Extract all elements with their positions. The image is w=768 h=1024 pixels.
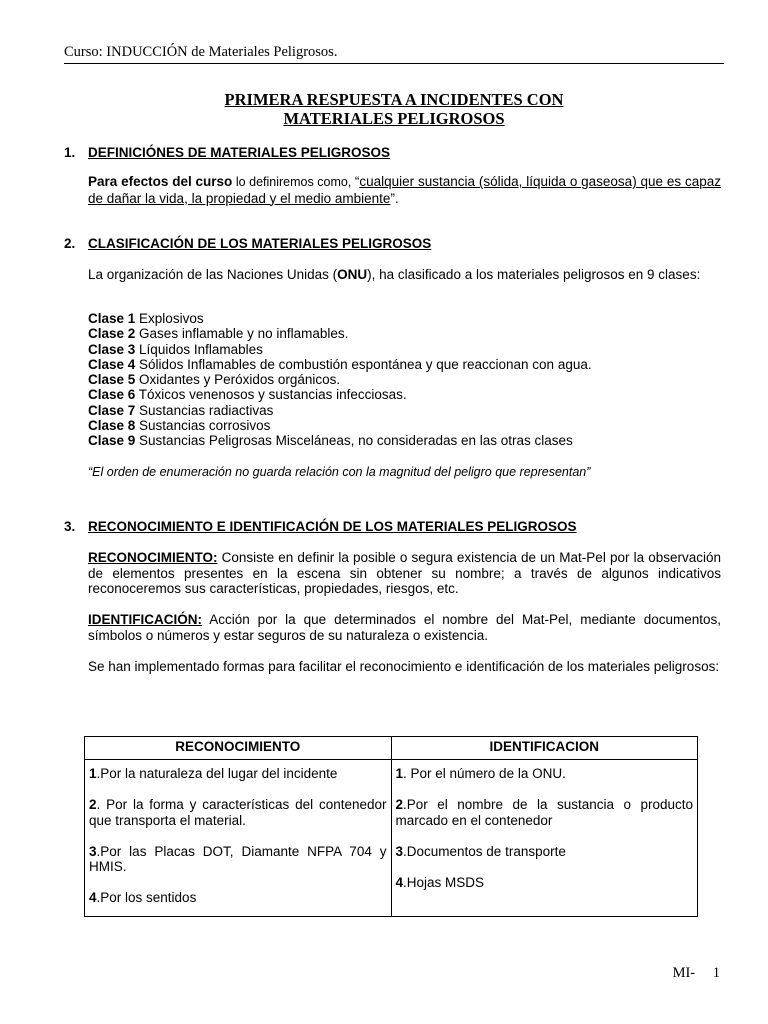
item-text: .Hojas MSDS bbox=[403, 874, 485, 890]
class-text: Tóxicos venenosos y sustancias infecciosas. bbox=[135, 387, 407, 403]
list-item bbox=[88, 387, 721, 402]
section-2-heading: CLASIFICACIÓN DE LOS MATERIALES PELIGROSOS bbox=[88, 236, 432, 251]
class-label: Clase 6 bbox=[88, 387, 136, 403]
section-3-heading: RECONOCIMIENTO E IDENTIFICACIÓN DE LOS MATERIALES PELIGROSOS bbox=[88, 519, 577, 534]
list-item bbox=[88, 372, 721, 387]
list-item bbox=[88, 342, 721, 357]
class-text: Gases inflamable y no inflamables. bbox=[135, 326, 349, 342]
class-text: Sólidos Inflamables de combustión espontánea y que reaccionan con agua. bbox=[135, 356, 592, 372]
class-label: Clase 9 bbox=[88, 433, 136, 449]
class-label: Clase 1 bbox=[88, 311, 136, 326]
list-item bbox=[88, 433, 721, 448]
page-header bbox=[64, 44, 724, 64]
item-text: .Por las Placas DOT, Diamante NFPA 704 y HMIS. bbox=[89, 843, 387, 874]
section-2-number: 2. bbox=[64, 236, 76, 251]
header-text: Curso: INDUCCIÓN de Materiales Peligrosos. bbox=[64, 44, 338, 60]
quote-open: “ bbox=[354, 174, 360, 189]
identification-cell bbox=[391, 760, 698, 917]
list-item bbox=[88, 311, 721, 326]
class-text: Sustancias radiactivas bbox=[135, 402, 274, 418]
list-item bbox=[396, 844, 694, 860]
item-text: . Por la forma y características del contenedor que transporta el material. bbox=[89, 797, 387, 828]
definition-quote: cualquier sustancia (sólida, líquida o gaseosa) que es capaz de dañar la vida, la propiedad y el medio ambiente bbox=[88, 174, 721, 206]
table-header-row bbox=[85, 737, 698, 760]
item-number: 1 bbox=[395, 766, 404, 781]
title-line-2: MATERIALES PELIGROSOS bbox=[283, 109, 505, 128]
item-text: .Por el nombre de la sustancia o producto marcado en el contenedor bbox=[395, 797, 693, 828]
class-list bbox=[88, 311, 721, 449]
item-number: 2 bbox=[395, 797, 404, 812]
class-label: Clase 8 bbox=[88, 418, 136, 434]
identification-text: Acción por la que determinados el nombre del Mat-Pel, mediante documentos, símbolos o números y estar seguros de su naturaleza o existencia. bbox=[88, 612, 721, 643]
item-number: 2 bbox=[89, 797, 97, 812]
intro-part-b: ), ha clasificado a los materiales peligrosos en 9 clases: bbox=[367, 267, 701, 282]
list-item bbox=[396, 875, 694, 891]
forms-paragraph: Se han implementado formas para facilitar el reconocimiento e identificación de los materiales peligrosos: bbox=[88, 659, 720, 674]
recognition-label: RECONOCIMIENTO: bbox=[88, 550, 218, 565]
item-number: 1 bbox=[89, 766, 97, 781]
list-item bbox=[88, 418, 721, 433]
identification-definition bbox=[88, 612, 721, 643]
item-text: .Por los sentidos bbox=[96, 890, 197, 905]
list-item bbox=[89, 890, 387, 906]
class-label: Clase 3 bbox=[88, 341, 136, 357]
footer-label: MI- bbox=[672, 965, 696, 981]
recognition-definition bbox=[88, 550, 721, 597]
definition-lead-light: lo definiremos como, bbox=[232, 175, 355, 189]
section-3-number: 3. bbox=[64, 519, 76, 534]
section-2-intro bbox=[88, 267, 721, 283]
section-1-number: 1. bbox=[64, 145, 76, 160]
item-text: .Por la naturaleza del lugar del incidente bbox=[96, 766, 338, 781]
quote-close: ”. bbox=[390, 190, 399, 206]
item-number: 4 bbox=[89, 890, 97, 905]
recognition-identification-table bbox=[84, 736, 698, 917]
class-text: Explosivos bbox=[135, 311, 204, 326]
class-label: Clase 4 bbox=[88, 356, 136, 372]
class-label: Clase 7 bbox=[88, 402, 136, 418]
class-text: Sustancias corrosivos bbox=[135, 418, 271, 434]
page-number: 1 bbox=[712, 965, 720, 981]
table-row bbox=[85, 760, 698, 917]
class-label: Clase 2 bbox=[88, 326, 136, 342]
list-item bbox=[396, 766, 694, 782]
item-number: 4 bbox=[395, 874, 404, 890]
page-footer bbox=[673, 965, 720, 982]
item-text: . Por el número de la ONU. bbox=[403, 766, 566, 781]
list-item bbox=[89, 797, 387, 828]
classification-note: “El orden de enumeración no guarda relación con la magnitud del peligro que representan” bbox=[88, 465, 591, 479]
intro-onu: ONU bbox=[337, 267, 368, 282]
section-1-definition bbox=[88, 174, 721, 206]
list-item bbox=[88, 326, 721, 341]
list-item bbox=[89, 766, 387, 782]
column-header: IDENTIFICACION bbox=[391, 737, 698, 760]
item-text: .Documentos de transporte bbox=[403, 843, 566, 859]
class-text: Sustancias Peligrosas Misceláneas, no consideradas en las otras clases bbox=[135, 433, 573, 449]
section-1-heading: DEFINICIÓNES DE MATERIALES PELIGROSOS bbox=[88, 145, 391, 160]
class-text: Oxidantes y Peróxidos orgánicos. bbox=[135, 372, 341, 388]
class-text: Líquidos Inflamables bbox=[135, 341, 263, 357]
recognition-cell bbox=[85, 760, 392, 917]
item-number: 3 bbox=[89, 843, 97, 859]
recognition-text: Consiste en definir la posible o segura existencia de un Mat-Pel por la observación de elementos presentes en la escena sin obtener su nombre; a través de algunos indicativos reconoceremos sus características, propiedades, riesgos, etc. bbox=[88, 550, 721, 596]
title-line-1: PRIMERA RESPUESTA A INCIDENTES CON bbox=[224, 90, 564, 109]
document-title bbox=[64, 90, 724, 128]
list-item bbox=[89, 844, 387, 875]
class-label: Clase 5 bbox=[88, 372, 136, 388]
definition-lead: Para efectos del curso bbox=[88, 174, 233, 189]
item-number: 3 bbox=[395, 843, 404, 859]
list-item bbox=[396, 797, 694, 828]
identification-label: IDENTIFICACIÓN: bbox=[88, 612, 202, 627]
list-item bbox=[88, 357, 721, 372]
intro-part-a: La organización de las Naciones Unidas ( bbox=[88, 267, 338, 282]
list-item bbox=[88, 403, 721, 418]
column-header: RECONOCIMIENTO bbox=[85, 737, 392, 760]
